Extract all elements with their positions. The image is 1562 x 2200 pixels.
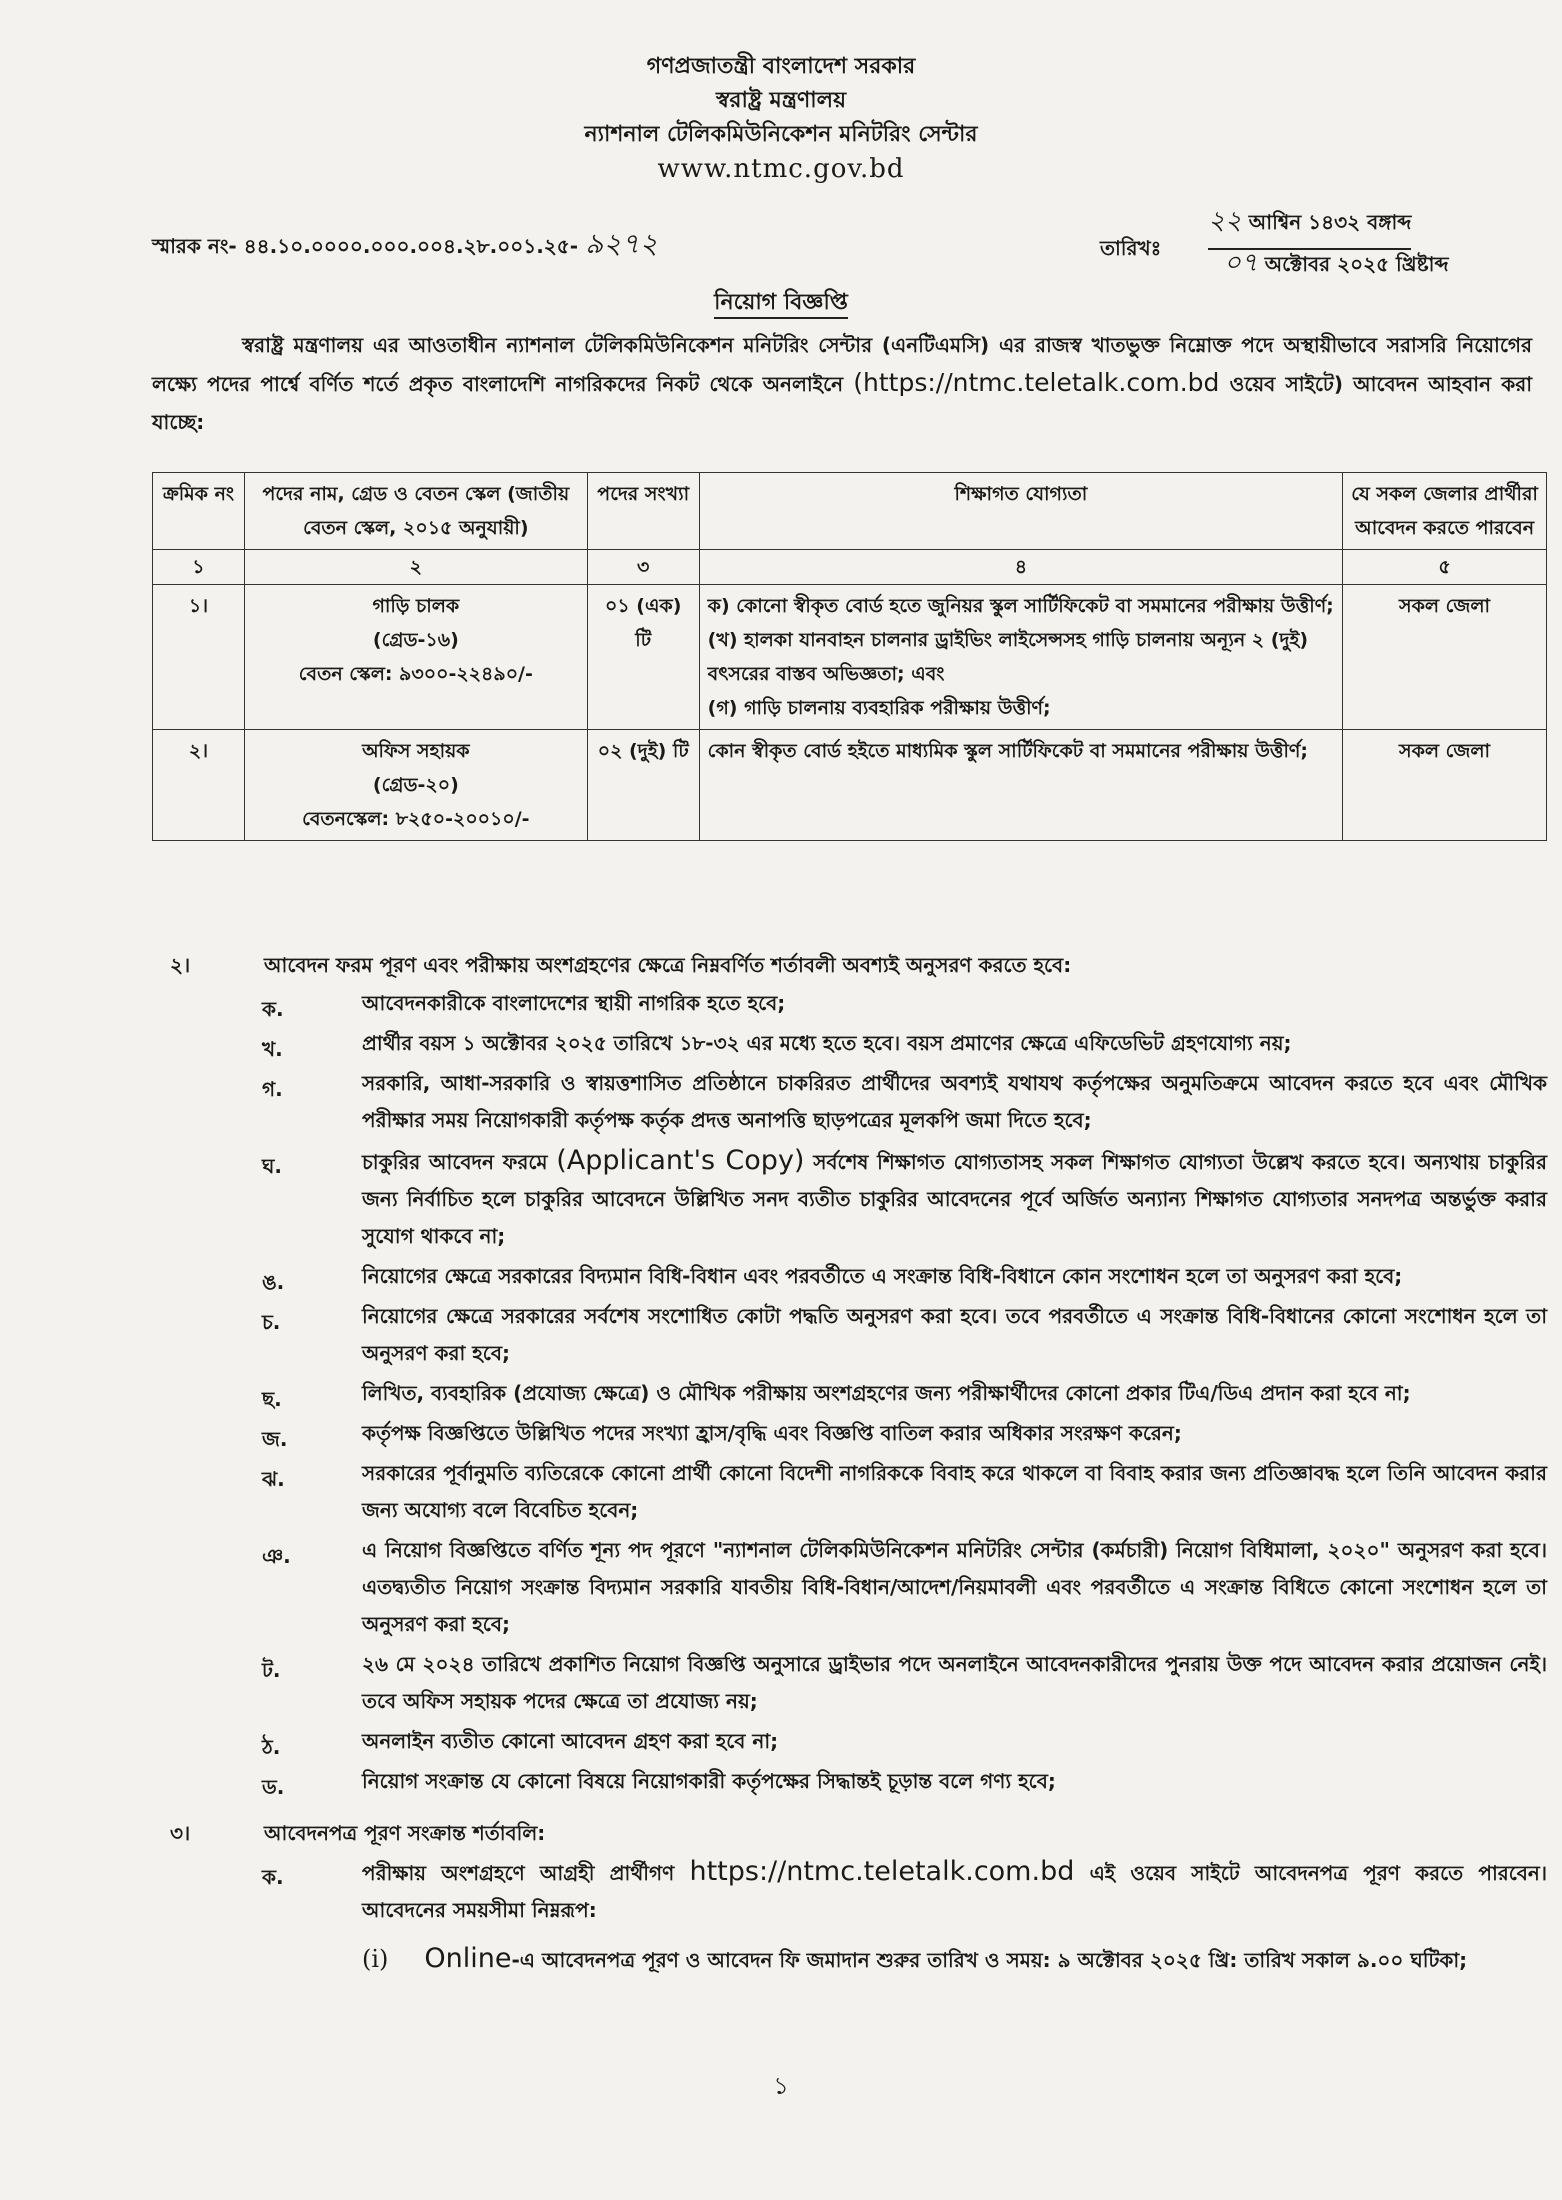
english-date-rest: অক্টোবর ২০২৫ খ্রিষ্টাব্দ [1264,252,1449,276]
col-number: ৪ [699,550,1342,585]
item-text: অনলাইন ব্যতীত কোনো আবেদন গ্রহণ করা হবে না; [362,1729,779,1753]
post-scale: বেতন স্কেল: ৯৩০০-২২৪৯০/- [298,663,533,685]
row-district: সকল জেলা [1343,730,1547,841]
letterhead [0,50,1562,186]
item-marker: ঠ. [262,1735,281,1759]
memo-number [152,222,658,269]
condition-item [152,1415,1547,1452]
ministry-name: স্বরাষ্ট্র মন্ত্রণালয় [715,88,847,113]
header-post: পদের নাম, গ্রেড ও বেতন স্কেল (জাতীয় বেতন স্কেল, ২০১৫ অনুযায়ী) [244,473,587,550]
item-text: এই ওয়েব সাইটে আবেদনপত্র পূরণ করতে পারবেন। আবেদনের সময়সীমা নিম্নরূপ: [362,1861,1548,1922]
item-text: আবেদনকারীকে বাংলাদেশের স্থায়ী নাগরিক হতে হবে; [362,991,786,1015]
english-date [1224,242,1449,286]
condition-item [152,1025,1547,1062]
application-url[interactable]: https://ntmc.teletalk.com.bd [689,1856,1075,1887]
item-text: পরীক্ষায় অংশগ্রহণে আগ্রহী প্রার্থীগণ [362,1861,675,1885]
english-date-day: ০৭ [1224,248,1258,278]
notice-title: নিয়োগ বিজ্ঞপ্তি [0,285,1562,322]
item-text: ২৬ মে ২০২৪ তারিখে প্রকাশিত নিয়োগ বিজ্ঞপ্তি অনুসারে ড্রাইভার পদে অনলাইনে আবেদনকারীদের পুনরায় উক্ত পদে আবেদন করার প্রয়োজন নেই। তবে অফিস সহায়ক পদের ক্ষেত্রে তা প্রযোজ্য নয়; [362,1652,1547,1713]
column-number-row [153,550,1547,585]
conditions [152,948,1547,1980]
row-post [244,585,587,730]
timeline-label: (i) [362,1945,389,1973]
section-number: ২। [170,953,191,977]
table-row [153,585,1547,730]
item-marker: জ. [262,1427,288,1451]
vacancy-table [152,472,1547,841]
item-marker: চ. [262,1310,281,1334]
condition-item [152,1298,1547,1372]
date-label: তারিখঃ [1100,236,1162,260]
row-count: ০১ (এক) টি [587,585,699,730]
online-term: Online [424,1943,512,1974]
condition-item [152,1763,1547,1800]
item-text: প্রার্থীর বয়স ১ অক্টোবর ২০২৫ তারিখে ১৮-৩২ এর মধ্যে হতে হবে। বয়স প্রমাণের ক্ষেত্রে এফিডেভিট গ্রহণযোগ্য নয়; [362,1031,1292,1055]
row-district: সকল জেলা [1343,585,1547,730]
qualification-line: (গ) গাড়ি চালনায় ব্যবহারিক পরীক্ষায় উত্তীর্ণ; [707,697,1051,719]
condition-item [152,1065,1547,1139]
header-count: পদের সংখ্যা [587,473,699,550]
row-qualification [699,730,1342,841]
item-text: সর্বশেষ শিক্ষাগত যোগ্যতাসহ সকল শিক্ষাগত যোগ্যতা উল্লেখ করতে হবে। অন্যথায় চাকুরির জন্য নির্বাচিত হলে চাকুরির আবেদনে উল্লিখিত সনদ ব্যতীত চাকুরির আবেদনের পূর্বে অর্জিত অন্যান্য শিক্ষাগত যোগ্যতার সনদপত্র অন্তর্ভুক্ত করার সুযোগ থাকবে না; [362,1150,1547,1248]
item-marker: ঞ. [262,1544,291,1568]
section-heading-text: আবেদন ফরম পূরণ এবং পরীক্ষায় অংশগ্রহণের ক্ষেত্রে নিম্নবর্ণিত শর্তাবলী অবশ্যই অনুসরণ করতে হবে: [264,953,1072,977]
post-name: অফিস সহায়ক [362,740,470,762]
row-qualification [699,585,1342,730]
row-post [244,730,587,841]
page-number: ১ [773,2072,789,2100]
item-marker: ছ. [262,1387,282,1411]
item-marker: গ. [262,1077,283,1101]
item-marker: ড. [262,1775,285,1799]
memo-handwritten-number: ৯২৭২ [585,227,658,260]
section-number: ৩। [170,1821,191,1845]
organization-name: ন্যাশনাল টেলিকমিউনিকেশন মনিটরিং সেন্টার [584,122,978,147]
item-text: লিখিত, ব্যবহারিক (প্রযোজ্য ক্ষেত্রে) ও মৌখিক পরীক্ষায় অংশগ্রহণের জন্য পরীক্ষার্থীদের কোনো প্রকার টিএ/ডিএ প্রদান করা হবে না; [362,1381,1411,1405]
post-name: গাড়ি চালক [372,595,460,617]
item-text: নিয়োগের ক্ষেত্রে সরকারের বিদ্যমান বিধি-বিধান এবং পরবর্তীতে এ সংক্রান্ত বিধি-বিধানে কোন সংশোধন হলে তা অনুসরণ করা হবে; [362,1264,1403,1288]
post-grade: (গ্রেড-২০) [372,774,459,796]
item-text: নিয়োগ সংক্রান্ত যে কোনো বিষয়ে নিয়োগকারী কর্তৃপক্ষের সিদ্ধান্তই চূড়ান্ত বলে গণ্য হবে; [362,1769,1056,1793]
intro-text: স্বরাষ্ট্র মন্ত্রণালয় এর আওতাধীন ন্যাশনাল টেলিকমিউনিকেশন মনিটরিং সেন্টার (এনটিএমসি) এর রাজস্ব খাতভুক্ত নিম্নোক্ত পদে অস্থায়ীভাবে সরাসরি নিয়োগের লক্ষ্যে পদের পার্শ্বে বর্ণিত শর্তে প্রকৃত বাংলাদেশি নাগরিকদের নিকট থেকে অনলাইনে [152,333,1532,396]
col-number: ৩ [587,550,699,585]
col-number: ১ [153,550,245,585]
condition-item [152,985,1547,1022]
condition-item [152,1853,1547,1929]
intro-url[interactable]: (https://ntmc.teletalk.com.bd [853,368,1220,397]
row-count: ০২ (দুই) টি [587,730,699,841]
government-name: গণপ্রজাতন্ত্রী বাংলাদেশ সরকার [646,54,916,79]
item-text: নিয়োগের ক্ষেত্রে সরকারের সর্বশেষ সংশোধিত কোটা পদ্ধতি অনুসরণ করা হবে। তবে পরবর্তীতে এ সংক্রান্ত বিধি-বিধানের কোনো সংশোধন হলে তা অনুসরণ করা হবে; [362,1304,1547,1365]
condition-item [152,1142,1547,1255]
item-text: এ নিয়োগ বিজ্ঞপ্তিতে বর্ণিত শূন্য পদ পূরণে "ন্যাশনাল টেলিকমিউনিকেশন মনিটরিং সেন্টার (কর্মচারী) নিয়োগ বিধিমালা, ২০২০" অনুসরণ করা হবে। এতদ্ব্যতীত নিয়োগ সংক্রান্ত বিদ্যমান সরকারি যাবতীয় বিধি-বিধান/আদেশ/নিয়মাবলী এবং পরবর্তীতে এ সংক্রান্ত বিধিতে কোনো সংশোধন হলে তা অনুসরণ করা হবে; [362,1538,1547,1636]
timeline-text: -এ আবেদনপত্র পূরণ ও আবেদন ফি জমাদান শুরুর তারিখ ও সময়: ৯ অক্টোবর ২০২৫ খ্রি: তারিখ সকাল ৯.০০ ঘটিকা; [511,1948,1468,1972]
condition-item [152,1455,1547,1529]
item-text: চাকুরির আবেদন ফরমে [362,1150,548,1174]
item-marker: ঝ. [262,1467,285,1491]
header-district: যে সকল জেলার প্রার্থীরা আবেদন করতে পারবেন [1343,473,1547,550]
section-3-heading [152,1816,1547,1850]
condition-item [152,1375,1547,1412]
intro-paragraph [152,326,1532,441]
condition-item [152,1258,1547,1295]
intro-text-end: ওয়েব সাইটে) আবেদন আহবান করা যাচ্ছে: [152,372,1532,434]
row-serial: ১। [153,585,245,730]
condition-item [152,1646,1547,1720]
item-text: সরকারি, আধা-সরকারি ও স্বায়ত্তশাসিত প্রতিষ্ঠানে চাকরিরত প্রার্থীদের অবশ্যই যথাযথ কর্তৃপক্ষের অনুমতিক্রমে আবেদন করতে হবে এবং মৌখিক পরীক্ষার সময় নিয়োগকারী কর্তৃপক্ষ কর্তৃক প্রদত্ত অনাপত্তি ছাড়পত্রের মূলকপি জমা দিতে হবে; [362,1071,1547,1132]
item-marker: খ. [262,1037,283,1061]
website-link[interactable]: www.ntmc.gov.bd [657,154,905,184]
item-marker: ট. [262,1658,281,1682]
table-row [153,730,1547,841]
item-marker: ঘ. [262,1154,282,1178]
item-marker: ক. [262,1865,284,1889]
col-number: ২ [244,550,587,585]
condition-item [152,1723,1547,1760]
header-serial: ক্রমিক নং [153,473,245,550]
row-serial: ২। [153,730,245,841]
item-marker: ক. [262,997,284,1021]
applicants-copy-term: (Applicant's Copy) [556,1145,805,1176]
timeline-item [152,1939,1547,1980]
condition-item [152,1532,1547,1643]
section-heading-text: আবেদনপত্র পূরণ সংক্রান্ত শর্তাবলি: [264,1821,546,1845]
qualification-line: কোন স্বীকৃত বোর্ড হইতে মাধ্যমিক স্কুল সার্টিফিকেট বা সমমানের পরীক্ষায় উত্তীর্ণ; [707,740,1309,762]
section-2-heading [152,948,1547,982]
post-scale: বেতনস্কেল: ৮২৫০-২০০১০/- [302,808,530,830]
item-text: সরকারের পূর্বানুমতি ব্যতিরেকে কোনো প্রার্থী কোনো বিদেশী নাগরিককে বিবাহ করে থাকলে বা বিবাহ করার জন্য প্রতিজ্ঞাবদ্ধ হলে তিনি আবেদন করার জন্য অযোগ্য বলে বিবেচিত হবেন; [362,1461,1547,1522]
memo-label: স্মারক নং- ৪৪.১০.০০০০.০০০.০০৪.২৮.০০১.২৫- [152,234,579,258]
qualification-line: (খ) হালকা যানবাহন চালনার ড্রাইভিং লাইসেন্সসহ গাড়ি চালনায় অন্যূন ২ (দুই) বৎসরের বাস্তব অভিজ্ঞতা; এবং [707,629,1309,685]
bangla-date-day: ২২ [1208,206,1242,236]
item-marker: ঙ. [262,1270,285,1294]
item-text: কর্তৃপক্ষ বিজ্ঞপ্তিতে উল্লিখিত পদের সংখ্যা হ্রাস/বৃদ্ধি এবং বিজ্ঞপ্তি বাতিল করার অধিকার সংরক্ষণ করেন; [362,1421,1182,1445]
header-qualification: শিক্ষাগত যোগ্যতা [699,473,1342,550]
table-header-row [153,473,1547,550]
qualification-line: ক) কোনো স্বীকৃত বোর্ড হতে জুনিয়র স্কুল সার্টিফিকেট বা সমমানের পরীক্ষায় উত্তীর্ণ; [707,595,1334,617]
bangla-date-rest: আশ্বিন ১৪৩২ বঙ্গাব্দ [1248,210,1412,234]
post-grade: (গ্রেড-১৬) [372,629,459,651]
col-number: ৫ [1343,550,1547,585]
